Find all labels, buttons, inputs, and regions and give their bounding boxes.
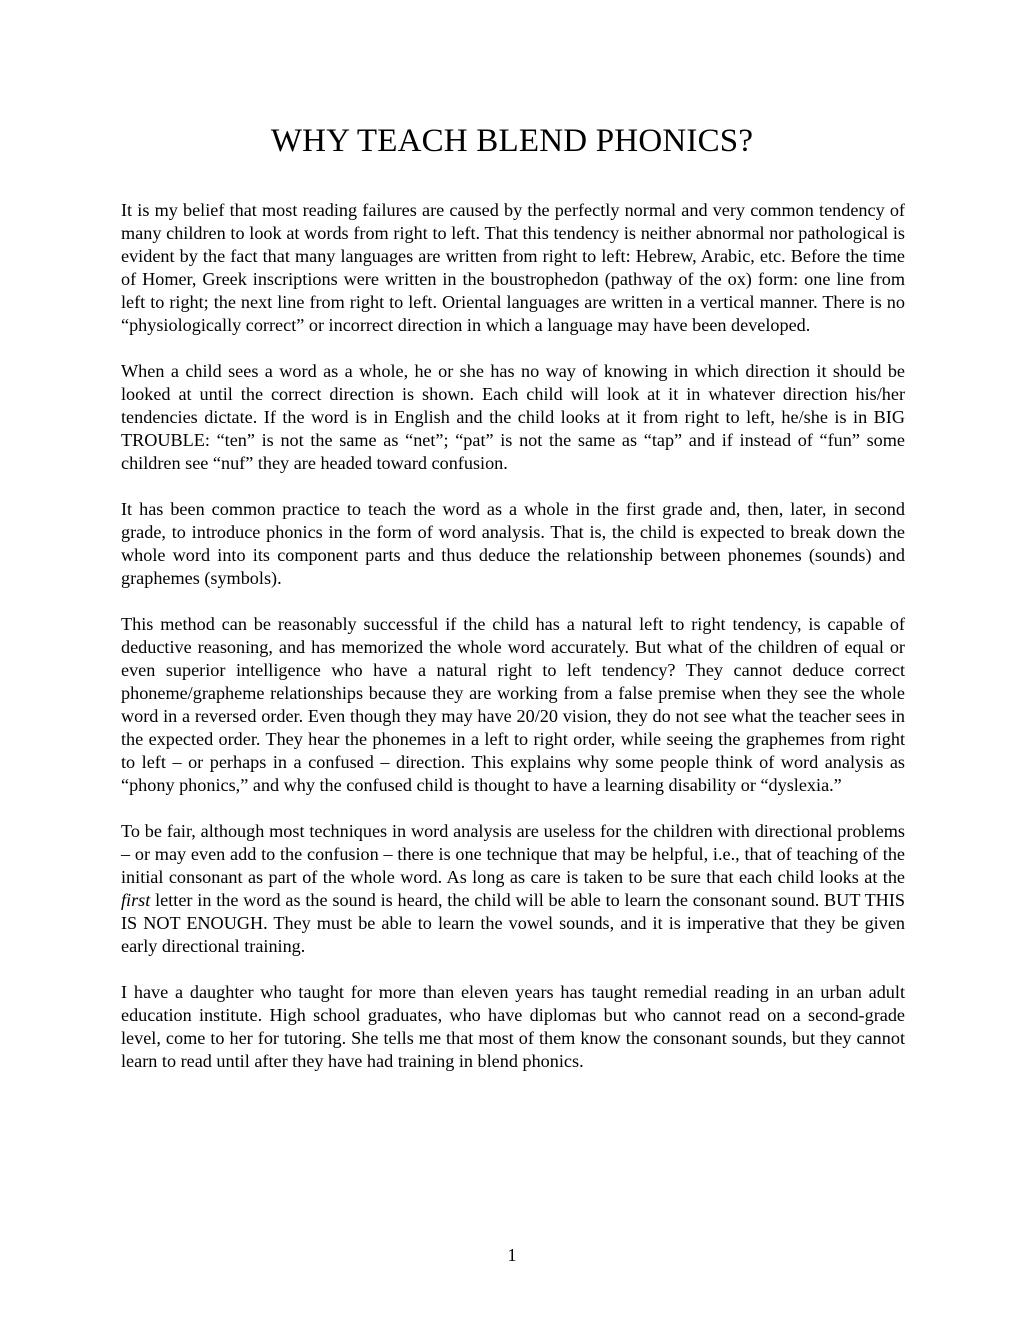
paragraph-1: It is my belief that most reading failures are caused by the perfectly normal and very common tendency of many children to look at words from right to left. That this tendency is neither abnormal nor pathological is evident by the fact that many languages are written from right to left: Hebrew, Arabic, etc. Before the time of Homer, Greek inscriptions were written in the boustrophedon (pathway of the ox) form: one line from left to right; the next line from right to left. Oriental languages are written in a vertical manner. There is no “physiologically correct” or incorrect direction in which a language may have been developed.: [121, 200, 905, 335]
paragraph-5: [121, 820, 905, 958]
paragraph-2: When a child sees a word as a whole, he or she has no way of knowing in which direction it should be looked at until the correct direction is shown. Each child will look at it in whatever direction his/her tendencies dictate. If the word is in English and the child looks at it from right to left, he/she is in BIG TROUBLE: “ten” is not the same as “net”; “pat” is not the same as “tap” and if instead of “fun” some children see “nuf” they are headed toward confusion.: [121, 361, 905, 473]
page-number: 1: [507, 1245, 517, 1265]
paragraph-4: This method can be reasonably successful if the child has a natural left to right tendency, is capable of deductive reasoning, and has memorized the whole word accurately. But what of the children of equal or even superior intelligence who have a natural right to left tendency? They cannot deduce correct phoneme/grapheme relationships because they are working from a false premise when they see the whole word in a reversed order. Even though they may have 20/20 vision, they do not see what the teacher sees in the expected order. They hear the phonemes in a left to right order, while seeing the graphemes from right to left – or perhaps in a confused – direction. This explains why some people think of word analysis as “phony phonics,” and why the confused child is thought to have a learning disability or “dyslexia.”: [121, 614, 905, 795]
paragraph-5-part-2: letter in the word as the sound is heard, the child will be able to learn the consonant sound. BUT THIS IS NOT ENOUGH. They must be able to learn the vowel sounds, and it is imperative that they be given early directional training.: [121, 890, 905, 956]
emphasized-word: first: [121, 890, 151, 910]
paragraph-3: It has been common practice to teach the word as a whole in the first grade and, then, later, in second grade, to introduce phonics in the form of word analysis. That is, the child is expected to break down the whole word into its component parts and thus deduce the relationship between phonemes (sounds) and graphemes (symbols).: [121, 499, 905, 588]
paragraph-5-part-1: To be fair, although most techniques in word analysis are useless for the children with directional problems – or may even add to the confusion – there is one technique that may be helpful, i.e., that of teaching of the initial consonant as part of the whole word. As long as care is taken to be sure that each child looks at the: [121, 821, 905, 887]
page-title: WHY TEACH BLEND PHONICS?: [270, 123, 754, 159]
paragraph-6: I have a daughter who taught for more than eleven years has taught remedial reading in an urban adult education institute. High school graduates, who have diplomas but who cannot read on a second-grade level, come to her for tutoring. She tells me that most of them know the consonant sounds, but they cannot learn to read until after they have had training in blend phonics.: [121, 982, 905, 1071]
document-body: [121, 199, 905, 1096]
